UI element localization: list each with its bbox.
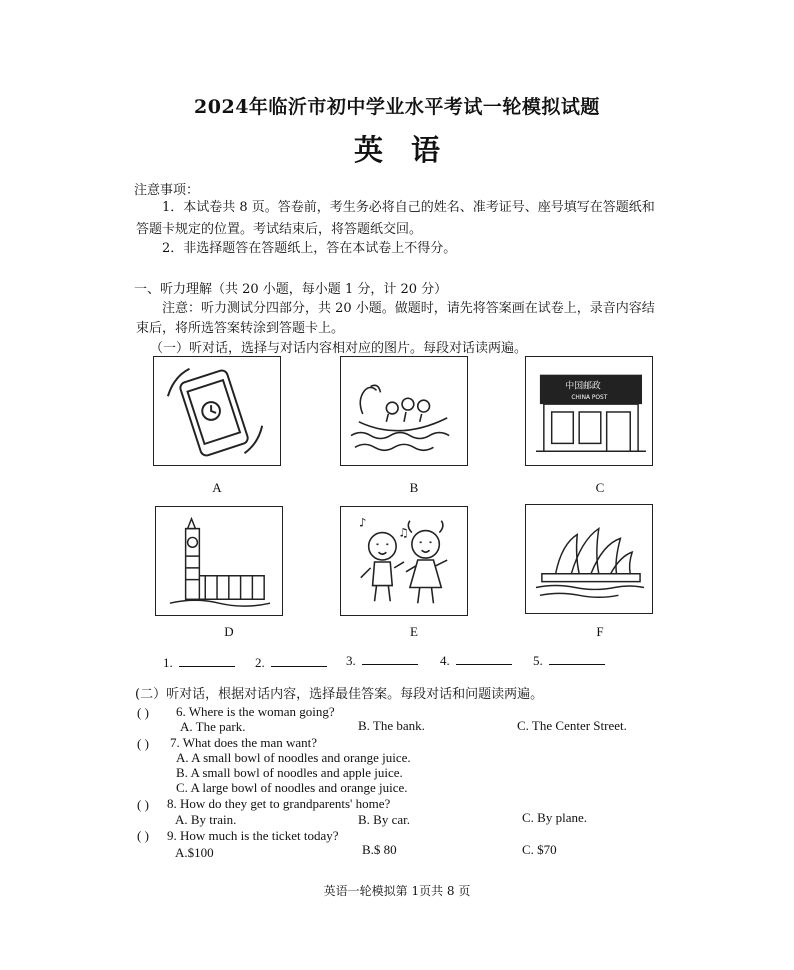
china-post-office-icon [526,357,652,465]
answer-paren-6[interactable]: ( ) [137,705,149,720]
blank-line-3[interactable] [362,652,418,665]
part2-heading: (二）听对话，根据对话内容，选择最佳答案。每段对话和问题读两遍。 [135,687,544,702]
q7-option-a: A. A small bowl of noodles and orange juice. [176,750,411,765]
blank-number-4: 4. [440,653,450,668]
dragon-boat-icon [341,357,467,465]
blank-number-1: 1. [163,655,173,670]
post-sign-en: CHINA POST [571,395,608,402]
svg-text:♪: ♪ [358,515,367,530]
picture-e [340,506,468,616]
picture-b [340,356,468,466]
blank-number-3: 3. [346,653,356,668]
picture-label-b: B [409,480,419,495]
notes-heading: 注意事项： [134,183,200,198]
picture-d [155,506,283,616]
section1-note: 注意：听力测试分四部分，共 20 小题。做题时，请先将答案画在试卷上，录音内容结 [162,301,655,316]
blank-line-2[interactable] [271,654,327,667]
answer-blank-2[interactable] [255,654,327,671]
q6-option-a: A. The park. [180,719,246,734]
picture-label-c: C [595,480,605,495]
notes-item-2: 2．非选择题答在答题纸上，答在本试卷上不得分。 [162,241,457,256]
q8-option-b: B. By car. [358,812,410,827]
q9-option-a: A.$100 [175,845,214,860]
part1-heading: （一）听对话，选择与对话内容相对应的图片。每段对话读两遍。 [150,341,528,356]
q6-option-c: C. The Center Street. [517,718,627,733]
answer-paren-9[interactable]: ( ) [137,828,149,843]
picture-label-e: E [410,624,418,639]
exam-title: 2024年临沂市初中学业水平考试一轮模拟试题 [194,96,600,118]
picture-a [153,356,281,466]
blank-line-5[interactable] [549,652,605,665]
picture-f [525,504,653,614]
answer-paren-8[interactable]: ( ) [137,797,149,812]
q6-option-b: B. The bank. [358,718,425,733]
picture-label-a: A [212,480,222,495]
answer-blank-5[interactable] [533,652,605,669]
answer-paren-7[interactable]: ( ) [137,736,149,751]
q8-option-c: C. By plane. [522,810,587,825]
picture-label-f: F [596,624,604,639]
sydney-opera-house-icon [526,505,652,613]
singing-children-icon [341,507,467,615]
q7-option-c: C. A large bowl of noodles and orange juice. [176,780,408,795]
notes-item-1-cont: 答题卡规定的位置。考试结束后，将答题纸交回。 [136,222,423,237]
answer-blank-4[interactable] [440,652,512,669]
smartphone-clock-icon [154,357,280,465]
page-footer: 英语一轮模拟第 1页共 8 页 [323,884,471,898]
picture-c [525,356,653,466]
big-ben-icon [156,507,282,615]
q9-option-b: B.$ 80 [362,842,397,857]
q7-option-b: B. A small bowl of noodles and apple juice. [176,765,403,780]
blank-number-2: 2. [255,655,265,670]
q9-option-c: C. $70 [522,842,557,857]
q8-option-a: A. By train. [175,812,237,827]
question-7: 7. What does the man want? [170,735,318,750]
answer-blank-3[interactable] [346,652,418,669]
blank-line-1[interactable] [179,654,235,667]
answer-blank-1[interactable] [163,654,235,671]
svg-text:♫: ♫ [398,525,409,540]
question-8: 8. How do they get to grandparents' home? [167,796,391,811]
subject-title: 英语 [353,133,468,167]
question-9: 9. How much is the ticket today? [167,828,339,843]
blank-line-4[interactable] [456,652,512,665]
notes-item-1: 1．本试卷共 8 页。答卷前，考生务必将自己的姓名、准考证号、座号填写在答题纸和 [162,200,655,215]
post-sign-cn: 中国邮政 [565,381,601,392]
section1-note-cont: 束后，将所选答案转涂到答题卡上。 [136,321,345,336]
blank-number-5: 5. [533,653,543,668]
picture-label-d: D [224,624,234,639]
question-6: 6. Where is the woman going? [176,704,335,719]
section1-heading: 一、听力理解（共 20 小题，每小题 1 分，计 20 分） [134,282,448,297]
